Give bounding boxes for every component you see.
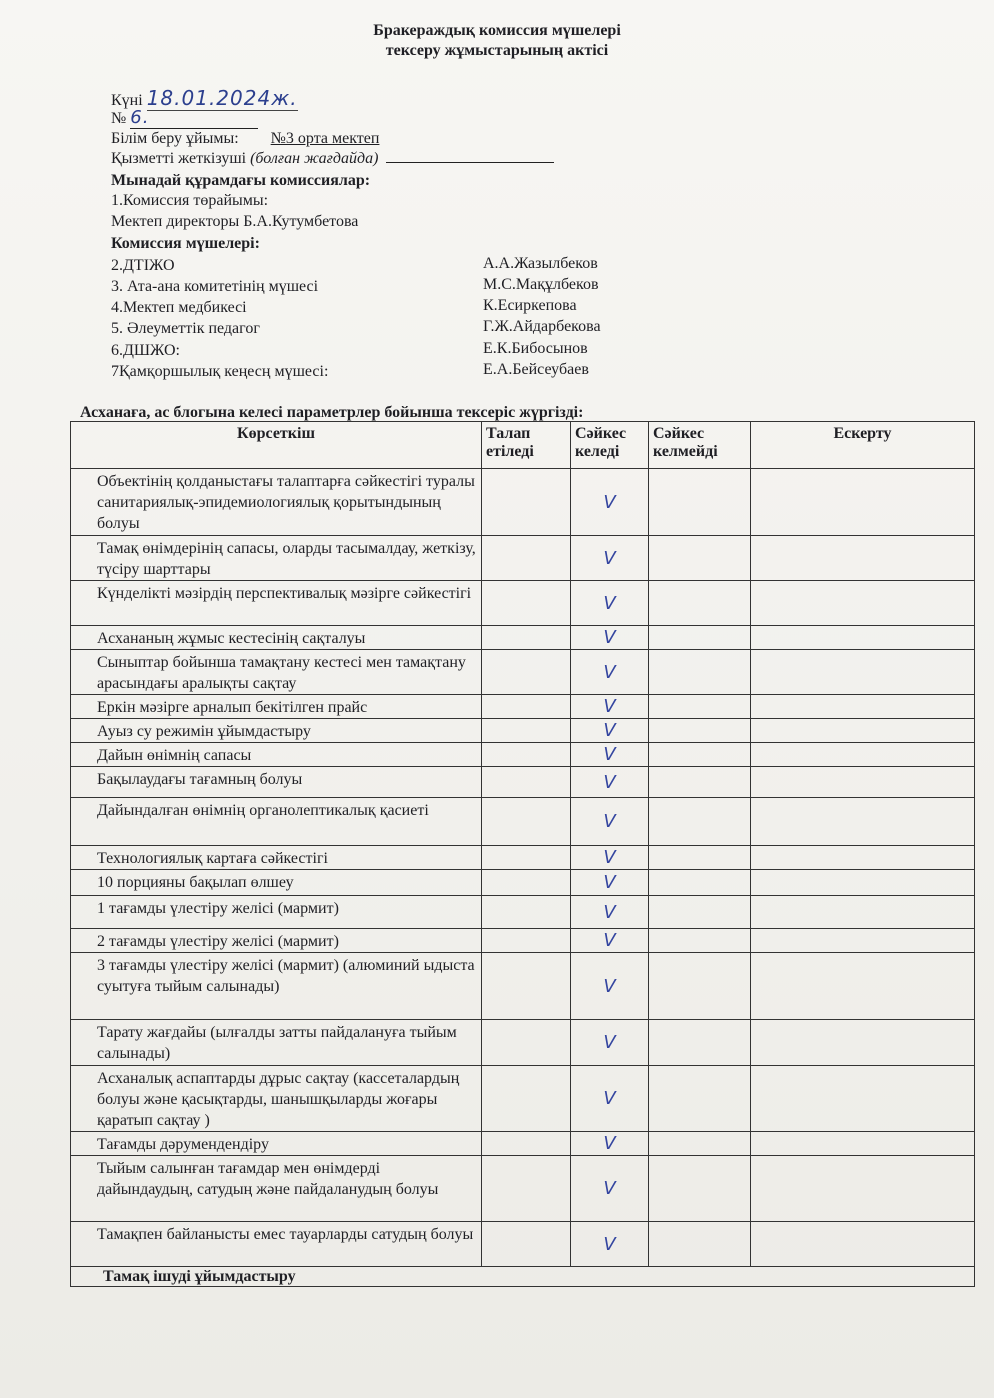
- member-name: А.А.Жазылбеков: [483, 255, 598, 272]
- member-role: 4.Мектеп медбикесі: [111, 299, 247, 316]
- composition-heading: Мынадай құрамдағы комиссиялар:: [111, 172, 371, 189]
- chair-value: Мектеп директоры Б.А.Кутумбетова: [111, 213, 359, 230]
- required-cell: [482, 626, 571, 650]
- check-mark: V: [571, 626, 649, 650]
- note-cell: [751, 1066, 975, 1132]
- date-value: 18.01.2024ж.: [146, 86, 298, 110]
- note-cell: [751, 536, 975, 581]
- note-cell: [751, 1132, 975, 1156]
- check-mark: V: [571, 1132, 649, 1156]
- required-cell: [482, 1156, 571, 1222]
- indicator-cell: Күнделікті мәзірдің перспективалық мәзірге сәйкестігі: [71, 581, 482, 626]
- note-cell: [751, 929, 975, 953]
- required-cell: [482, 469, 571, 536]
- not-complies-cell: [649, 1066, 751, 1132]
- not-complies-cell: [649, 1020, 751, 1066]
- not-complies-cell: [649, 1156, 751, 1222]
- not-complies-cell: [649, 581, 751, 626]
- note-cell: [751, 469, 975, 536]
- member-name: Г.Ж.Айдарбекова: [483, 318, 601, 335]
- indicator-cell: 2 тағамды үлестіру желісі (мармит): [71, 929, 482, 953]
- check-mark: V: [571, 743, 649, 767]
- check-mark: V: [571, 1020, 649, 1066]
- provider-note: (болған жағдайда): [250, 150, 379, 167]
- required-cell: [482, 581, 571, 626]
- member-name: Е.А.Бейсеубаев: [483, 361, 589, 378]
- inspection-heading: Асханаға, ас блогына келесі параметрлер бойынша тексеріс жүргізді:: [80, 404, 584, 421]
- table-row: [71, 953, 975, 1020]
- table-row: [71, 719, 975, 743]
- required-cell: [482, 650, 571, 695]
- number-row: [111, 107, 258, 129]
- note-cell: [751, 1156, 975, 1222]
- not-complies-cell: [649, 896, 751, 929]
- not-complies-cell: [649, 1132, 751, 1156]
- not-complies-cell: [649, 650, 751, 695]
- not-complies-cell: [649, 767, 751, 798]
- indicator-cell: Тамақпен байланысты емес тауарларды сатудың болуы: [71, 1222, 482, 1267]
- note-cell: [751, 743, 975, 767]
- not-complies-cell: [649, 846, 751, 870]
- required-cell: [482, 870, 571, 896]
- indicator-cell: Тамақ өнімдерінің сапасы, оларды тасымалдау, жеткізу, түсіру шарттары: [71, 536, 482, 581]
- indicator-cell: Асхананың жұмыс кестесінің сақталуы: [71, 626, 482, 650]
- note-cell: [751, 953, 975, 1020]
- indicator-cell: 3 тағамды үлестіру желісі (мармит) (алюминий ыдыста суытуға тыйым салынады): [71, 953, 482, 1020]
- not-complies-cell: [649, 1222, 751, 1267]
- section-title: Тамақ ішуді ұйымдастыру: [71, 1267, 975, 1287]
- table-row: [71, 767, 975, 798]
- table-row: [71, 581, 975, 626]
- check-mark: V: [571, 1222, 649, 1267]
- member-role: 6.ДШЖО:: [111, 342, 180, 359]
- not-complies-cell: [649, 626, 751, 650]
- table-section-row: [71, 1267, 975, 1287]
- not-complies-cell: [649, 536, 751, 581]
- chair-label: 1.Комиссия төрайымы:: [111, 192, 269, 209]
- member-name: К.Есиркепова: [483, 297, 577, 314]
- check-mark: V: [571, 695, 649, 719]
- required-cell: [482, 1066, 571, 1132]
- check-mark: V: [571, 1066, 649, 1132]
- provider-row: [111, 150, 554, 168]
- indicator-cell: Дайындалған өнімнің органолептикалық қасиеті: [71, 798, 482, 846]
- member-role: 3. Ата-ана комитетінің мүшесі: [111, 278, 319, 295]
- required-cell: [482, 1222, 571, 1267]
- check-mark: V: [571, 581, 649, 626]
- not-complies-cell: [649, 469, 751, 536]
- inspection-table: [70, 421, 975, 1287]
- check-mark: V: [571, 536, 649, 581]
- column-header: Көрсеткіш: [71, 422, 482, 469]
- not-complies-cell: [649, 719, 751, 743]
- table-row: [71, 1020, 975, 1066]
- table-row: [71, 1132, 975, 1156]
- doc-title-line2: тексеру жұмыстарының актісі: [385, 42, 609, 59]
- not-complies-cell: [649, 695, 751, 719]
- column-header: Ескерту: [751, 422, 975, 469]
- check-mark: V: [571, 929, 649, 953]
- note-cell: [751, 626, 975, 650]
- indicator-cell: Ауыз су режимін ұйымдастыру: [71, 719, 482, 743]
- check-mark: V: [571, 1156, 649, 1222]
- required-cell: [482, 767, 571, 798]
- required-cell: [482, 953, 571, 1020]
- date-label: Күні: [111, 92, 143, 109]
- check-mark: V: [571, 469, 649, 536]
- org-value: №3 орта мектеп: [270, 130, 380, 147]
- member-role: 7Қамқоршылық кеңесң мүшесі:: [111, 363, 329, 380]
- column-header: Сәйкес келмейді: [649, 422, 751, 469]
- not-complies-cell: [649, 743, 751, 767]
- org-row: [111, 130, 383, 148]
- indicator-cell: Еркін мәзірге арналып бекітілген прайс: [71, 695, 482, 719]
- not-complies-cell: [649, 953, 751, 1020]
- check-mark: V: [571, 650, 649, 695]
- table-row: [71, 626, 975, 650]
- indicator-cell: 10 порцияны бақылап өлшеу: [71, 870, 482, 896]
- indicator-cell: Тарату жағдайы (ылғалды затты пайдалануға тыйым салынады): [71, 1020, 482, 1066]
- indicator-cell: Тағамды дәрумендендіру: [71, 1132, 482, 1156]
- members-heading: Комиссия мүшелері:: [111, 235, 260, 252]
- table-row: [71, 1156, 975, 1222]
- required-cell: [482, 1132, 571, 1156]
- note-cell: [751, 695, 975, 719]
- required-cell: [482, 798, 571, 846]
- number-label: №: [111, 110, 127, 127]
- note-cell: [751, 846, 975, 870]
- check-mark: V: [571, 846, 649, 870]
- column-header: Сәйкес келеді: [571, 422, 649, 469]
- indicator-cell: Сыныптар бойынша тамақтану кестесі мен тамақтану арасындағы аралықты сақтау: [71, 650, 482, 695]
- note-cell: [751, 896, 975, 929]
- table-row: [71, 798, 975, 846]
- note-cell: [751, 581, 975, 626]
- note-cell: [751, 1222, 975, 1267]
- required-cell: [482, 896, 571, 929]
- indicator-cell: Асханалық аспаптарды дұрыс сақтау (кассеталардың болуы және қасықтарды, шанышқыларды жоғары қаратып сақтау ): [71, 1066, 482, 1132]
- not-complies-cell: [649, 870, 751, 896]
- note-cell: [751, 719, 975, 743]
- table-row: [71, 929, 975, 953]
- required-cell: [482, 1020, 571, 1066]
- table-row: [71, 743, 975, 767]
- org-label: Білім беру ұйымы:: [111, 130, 239, 147]
- table-row: [71, 650, 975, 695]
- not-complies-cell: [649, 798, 751, 846]
- check-mark: V: [571, 719, 649, 743]
- column-header: Талап етіледі: [482, 422, 571, 469]
- indicator-cell: Бақылаудағы тағамның болуы: [71, 767, 482, 798]
- required-cell: [482, 695, 571, 719]
- number-field: [130, 107, 258, 129]
- table-row: [71, 1222, 975, 1267]
- required-cell: [482, 846, 571, 870]
- note-cell: [751, 1020, 975, 1066]
- indicator-cell: Технологиялық картаға сәйкестігі: [71, 846, 482, 870]
- table-row: [71, 896, 975, 929]
- check-mark: V: [571, 896, 649, 929]
- table-row: [71, 1066, 975, 1132]
- table-row: [71, 846, 975, 870]
- table-row: [71, 536, 975, 581]
- required-cell: [482, 929, 571, 953]
- check-mark: V: [571, 798, 649, 846]
- table-row: [71, 695, 975, 719]
- doc-title-line1: Бракераждық комиссия мүшелері: [373, 22, 621, 39]
- member-name: Е.К.Бибосынов: [483, 340, 588, 357]
- note-cell: [751, 798, 975, 846]
- indicator-cell: Тыйым салынған тағамдар мен өнімдерді дайындаудың, сатудың және пайдаланудың болуы: [71, 1156, 482, 1222]
- number-value: 6.: [130, 107, 150, 128]
- note-cell: [751, 767, 975, 798]
- table-row: [71, 469, 975, 536]
- check-mark: V: [571, 953, 649, 1020]
- member-role: 5. Әлеуметтік педагог: [111, 320, 260, 337]
- provider-field: [386, 162, 554, 163]
- indicator-cell: Объектінің қолданыстағы талаптарға сәйкестігі туралы санитариялық-эпидемиологиялық қорытындының болуы: [71, 469, 482, 536]
- member-role: 2.ДТІЖО: [111, 257, 175, 274]
- provider-label: Қызметті жеткізуші: [111, 150, 247, 167]
- table-header-row: [71, 422, 975, 469]
- required-cell: [482, 743, 571, 767]
- required-cell: [482, 719, 571, 743]
- note-cell: [751, 870, 975, 896]
- required-cell: [482, 536, 571, 581]
- check-mark: V: [571, 767, 649, 798]
- note-cell: [751, 650, 975, 695]
- not-complies-cell: [649, 929, 751, 953]
- member-name: М.С.Мақұлбеков: [483, 276, 599, 293]
- indicator-cell: Дайын өнімнің сапасы: [71, 743, 482, 767]
- check-mark: V: [571, 870, 649, 896]
- table-row: [71, 870, 975, 896]
- indicator-cell: 1 тағамды үлестіру желісі (мармит): [71, 896, 482, 929]
